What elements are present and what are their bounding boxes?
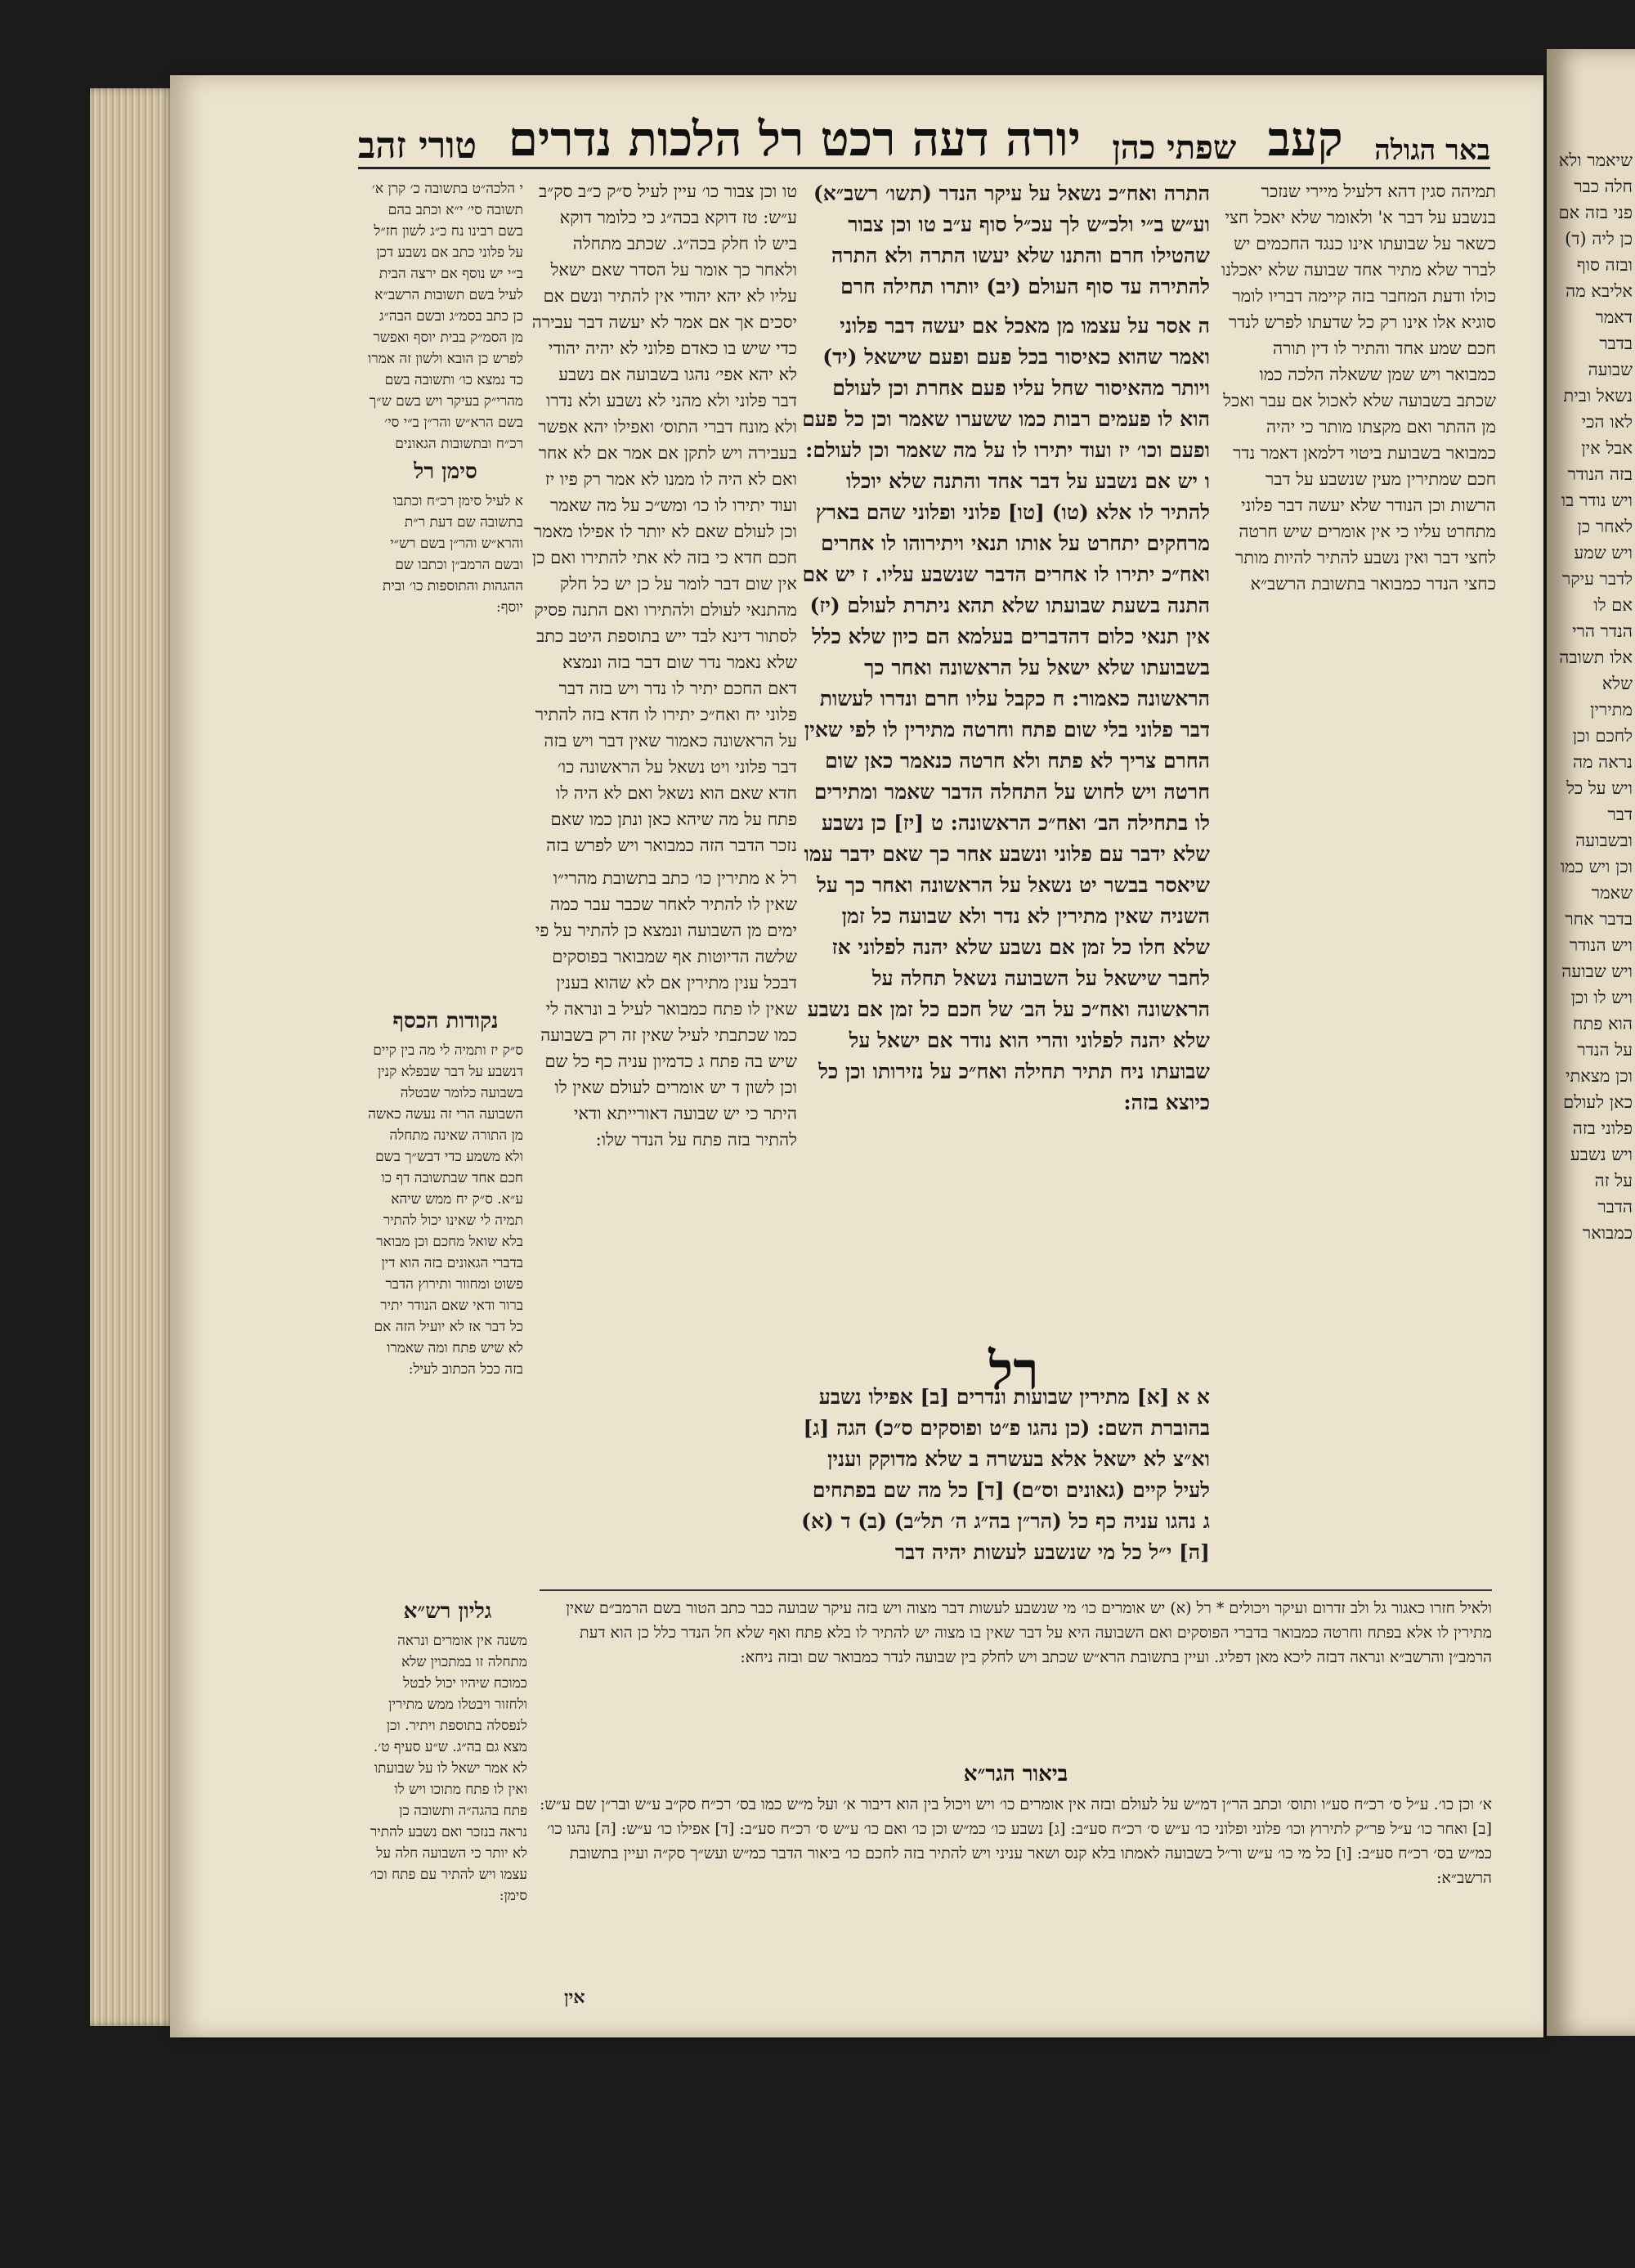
siman-heading: רל [988, 1341, 1039, 1402]
nekudot-hakesef-text: ס״ק יז ותמיה לי מה בין קיים דנשבע על דבר שבפלא קנין בשבועה כלומר שבטלה השבועה הרי זה נעשה כאשה מן התורה שאינה מתחלה ולא משמע כדי דבש״ך בשם חכם אחד שבתשובה דף כו ע״א. ס״ק יח ממש שיהא תמיה לי שאינו יכול להתיר בלא שואל מחכם וכן מבואר בדברי הגאונים בזה הוא דין פשוט ומחוור ותירוץ הדבר ברור ודאי שאם הנודר יתיר כל דבר אז לא יועיל הזה אם לא שיש פתח ומה שאמרו בזה ככל הכתוב לעיל: [368, 1042, 523, 1378]
main-text-column [801, 311, 1210, 1382]
book-spine-edge [90, 88, 175, 2026]
header-turei-zahav: טורי זהב [358, 125, 477, 167]
siman-body-text: א א [א] מתירין שבועות ונדרים [ב] אפילו נשבע בהוברת השם: (כן נהגו פ״ט ופוסקים ס״כ) הגה [ג] וא״צ לא ישאל אלא בעשרה ב שלא מדוקק וענין לעיל קיים (גאונים וס״ם) [ד] כל מה שם בפתחים ג נהגו עניה כף כל (הר״ן בה״ג ה׳ תל״ב) (ב) ד (א) [ה] י״ל כל מי שנשבע לעשות יהיה דבר [801, 1385, 1210, 1564]
nekudot-hakesef-column [368, 1006, 523, 1578]
gilyon-rsha-text: משנה אין אומרים ונראה מתחלה זו במתכוין שלא כמוכח שיהיו יכול לבטל ולחזור ויבטלו ממש מתירין לנפסלה בתוספת ויתיר. וכן מצא גם בה״ג. ש״ע סעיף ט׳. לא אמר ישאל לו על שבועתו ואין לו פתח מתוכו ויש לו פתח בהגה״ה ותשובה כן נראה בנזכר ואם נשבע להתיר לא יותר כי השבועה חלה על עצמו ויש להתיר עם פתח וכו׳ סימן: [370, 1633, 527, 1904]
header-beer-hagolah: באר הגולה [1374, 134, 1490, 167]
catchword: אין [564, 1987, 585, 2008]
biur-hagra-column [540, 1792, 1492, 1972]
facing-page-text [1557, 147, 1633, 2011]
bottom-note-text: ולאיל חזרו כאגור גל ולב זדרום ועיקר ויכולים * רל (א) יש אומרים כו׳ מי שנשבע לעשות דבר מצוה ויש בזה עיקר שבועה כבר כתב הטור בשם הרמב״ם שאין מתירין לו אלא בפתח וחרטה כמבואר בדברי הפוסקים ואם השבועה היא על דבר שאין בו מצוה יש להתיר לו בלא פתח ואף שלא חל הנדר כלל כן הוא דעת הרמב״ן והרשב״א ונראה דבזה ליכא מאן דפליג. ועיין בתשובת הרא״ש שכתב ויש לחלק בין שבועה לנדר כמבואר שם ובזה ניחא: [566, 1599, 1492, 1666]
facing-page-paragraph: שיאמר ולא חלה כבר פני בזה אם כן ליה (ד) ובזה סוף אליבא מה דאמר בדבר שבועה נשאל ובית לאו הכי אבל אין בזה הנודר ויש נודר בו לאחר כן ויש שמע לדבר עיקר אם לו הנדר הרי אלו תשובה שלא מתירין לחכם וכן נראה מה ויש על כל דבר ובשבועה וכן ויש כמו שאמר בדבר אחר ויש הנודר ויש שבועה ויש לו וכן הוא פתח על הנדר וכן מצאתי כאן לעולם פלוני בזה ויש נשבע על זה הדבר כמבואר [1558, 150, 1633, 1243]
shach-section: רל א מתירין כו׳ כתב בתשובת מהרי״ו שאין לו להתיר לאחר שכבר עבר כמה ימים מן השבועה ונמצא כן להתיר על פי שלשה הדיוטות אף שמבואר בפוסקים דבכל ענין מתירין אם לא שהוא בענין שאין לו פתח כמבואר לעיל ב ונראה לי כמו שכתבתי לעיל שאין זה רק בשבועה שיש בה פתח ג כדמיון עניה כף כל שם וכן לשון ד יש אומרים לעולם שאין לו היתר כי יש שבועה דאורייתא ודאי להתיר בזה פתח על הנדר שלו: [535, 868, 797, 1150]
nekudot-hakesef-title: נקודות הכסף [392, 1009, 499, 1033]
shach-text: טו וכן צבור כו׳ עיין לעיל ס״ק כ״ב סק״ב ע״ש: טז דוקא בכה״ג כי כלומר דוקא ביש לו חלק בכה״ג. שכתב מתחלה ולאחר כך אומר על הסדר שאם ישאל עליו לא יהא יהודי אין להתיר ונשם אם יסכים אך אם אמר לא יעשה דבר עבירה כדי שיש בו כאדם פלוני לא יהיה יהודי לא יהא אפי׳ נהגו בשבועה אם נשבע דבר פלוני ולא מהני לא נשבע ולא נדרו ולא מונח דברי התוס׳ ואפילו יהא אפשר בעבירה ויש לתקן אם אמר אם לא אחר ואם לא היה לו ממנו לא אמר רק פיו יז ועוד יתירו לו כו׳ ומש״כ על מה שאמר וכן לעולם שאם לא יותר לו אפילו מאמר חכם חדא כי בזה לא אתי להתירו ואם כן אין שום דבר לומר על כן יש כל חלק מהתנאי לעולם ולהתירו ואם התנה פסיק לסתור דינא לבד ייש בתוספת היטב כתב שלא נאמר נדר שום דבר בזה ונמצא דאם החכם יתיר לו נדר ויש בזה דבר פלוני יח ואח״כ יתירו לו חדא בזה להתיר על הראשונה כאמור שאין דבר ויש בזה דבר פלוני ויט נשאל על הראשונה כו׳ חדא שאם הוא נשאל ואם לא היה לו פתח על מה שיהא כאן ונתן כמו שאם נזכר הדבר הזה כמבואר ויש לפרש בזה [531, 182, 797, 855]
biur-hagra-text: א׳ וכן כו׳. ע״ל ס׳ רכ״ח סע״ו ותוס׳ וכתב הר״ן דמ״ש על לעולם ובזה אין אומרים כו׳ ויש ויכול בין הוא דיבור א׳ ועל מ״ש כמו בס׳ רכ״ח סק״ב ע״ש ובר״ן שם ע״ש: [ב] ואחר כו׳ ע״ל פר״ק לתירוץ וכו׳ פלוני ופלוני כו׳ ע״ש ס׳ רכ״ח סע״ב: [ג] נשבע כו׳ כמ״ש וכן כו׳ ואם כו׳ ע״ש ס׳ רכ״ח סע״ב: [ד] אפילו כו׳ ע״ש: [ה] נהגו כו׳ כמ״ש בס׳ רכ״ח סע״ב: [ו] כל מי כו׳ ע״ש ור״ל בשבועה לאמתו בלא קנס ושאר עניני ויש להתיר בזה לחכם כו׳ ביאור הדבר כמ״ש ועש״ך סק״ה ועיין בתשובת הרשב״א: [540, 1795, 1492, 1887]
main-text-body: ה אסר על עצמו מן מאכל אם יעשה דבר פלוני ואמר שהוא כאיסור בכל פעם ופעם שישאל (יד) ויותר מהאיסור שחל עליו פעם אחרת וכן לעולם הוא לו פעמים רבות כמו ששערו שאמר וכן כל פעם ופעם וכו׳ יז ועוד יתירו לו על מה שאמר וכן לעולם: ו יש אם נשבע על דבר אחד והתנה שלא יוכלו להתיר לו אלא (טו) [טו] פלוני ופלוני שהם בארץ מרחקים יתחרט על אותו תנאי ויתירוהו לו אחרים ואח״כ יתירו לו אחרים הדבר שנשבע עליו. ז יש אם התנה בשעת שבועתו שלא תהא ניתרת לעולם (יז) אין תנאי כלום דהדברים בעלמא הם כיון שלא כלל בשבועתו שלא ישאל על הראשונה ואחר כך הראשונה כאמור: ח כקבל עליו חרם ונדרו לעשות דבר פלוני בלי שום פתח וחרטה מתירין לו לפי שאין החרם צריך לא פתח ולא חרטה כנאמר כאן שום חרטה ויש לחוש על התחלה הדבר שאמר ומתירים לו בתחילה הב׳ ואח״כ הראשונה: ט [יז] כן נשבע שלא ידבר עם פלוני ונשבע אחר כך שאם ידבר עמו שיאסר בבשר יט נשאל על הראשונה ואחר כך על השניה שאין מתירין לא נדר ולא שבועה כל זמן שלא חלו כל זמן אם נשבע שלא יהנה לפלוני אז לחבר שישאל על השבועה נשאל תחלה על הראשונה ואח״כ על הב׳ של חכם כל זמן אם נשבע שלא יהנה לפלוני והרי הוא נודר אם ישאל על שבועתו ניח תתיר תחילה ואח״כ על נזירותו וכן כל כיוצא בזה: [802, 314, 1210, 1114]
gilyon-rsha-column [368, 1596, 527, 1980]
main-text-top [801, 178, 1210, 301]
turei-zahav-column [1218, 178, 1496, 1584]
main-text-top-paragraph: התרה ואח״כ נשאל על עיקר הנדר (תשו׳ רשב״א) וע״ש ב״י ולכ״ש לך עכ״ל סוף ע״ב טו וכן צבור שהטילו חרם והתנו שלא יעשו התרה ולא התרה להתירה עד סוף העולם (יב) יותרו תחילה חרם [813, 182, 1210, 298]
biur-hagra-title: ביאור הגר״א [963, 1762, 1068, 1786]
beer-hagolah-text: י הלכה״ט בתשובה כ׳ קרן א׳ תשובה סי׳ י״א וכתב בהם בשם רבינו נח כ״ג לשון חז״ל על פלוני כתב אם נשבע דכן ב״י יש נוסף אם ירצה הבית לעיל בשם תשובות הרשב״א כן כתב בסמ״ג ובשם הבה״ג מן הסמ״ק בבית יוסף ואפשר לפרש כן הובא ולשון זה אמרו כד נמצא כו׳ ותשובה בשם מהרי״ק בעיקר ויש בשם ש״ך בשם הרא״ש והר״ן ב״י סי׳ רכ״ח ובתשובות הגאונים [368, 181, 523, 452]
bottom-note-column [540, 1596, 1492, 1759]
beer-hagolah-column [368, 178, 523, 996]
header-shach: שפתי כהן [1112, 128, 1237, 167]
shach-column [531, 178, 797, 1584]
page-header [358, 96, 1490, 169]
gilyon-rsha-title: גליון רש״א [403, 1599, 492, 1624]
turei-zahav-text: תמיהה סגין דהא דלעיל מיירי שנזכר בנשבע על דבר א' ולאומר שלא יאכל חצי כשאר על שבועתו אינו כנגד החכמים יש לברר שלא מתיר אחד שבועה שלא יאכלנו כולו ודעת המחבר בזה קיימה דבריו לומר סוגיא אלו אינו רק כל שדעתו לפרש לנדר חכם שמע אחד והתיר לו דין תורה כמבואר ויש שמן ששאלה הלכה כמו שכתב בשבועה שלא לאכול אם עבר ואכל מן ההתר ואם מקצתו מותר כי יהיה כמבואר בשבועת ביטוי דלמאן דאמר נדר חכם שמתירין מעין שנשבע על דבר הרשות וכן הנודר שלא יעשה דבר פלוני מתחרט עליו כי אין אומרים שיש חרטה לחצי דבר ואין נשבע להתיר להיות מותר כחצי הנדר כמבואר בתשובת הרשב״א [1221, 182, 1496, 594]
header-running-title: יורה דעה רכט רל הלכות נדרים [508, 111, 1081, 167]
bottom-divider [540, 1589, 1492, 1591]
header-page-number: קעב [1267, 111, 1343, 167]
main-text-siman-body [801, 1382, 1210, 1594]
beer-hagolah-text2: א לעיל סימן רכ״ח וכתבו בתשובה שם דעת ר״ת והרא״ש והר״ן בשם רש״י ובשם הרמב״ן וכתבו שם ההגהות והתוספות כו׳ ובית יוסף: [383, 493, 523, 616]
beer-hagolah-siman: סימן רל [414, 459, 477, 484]
